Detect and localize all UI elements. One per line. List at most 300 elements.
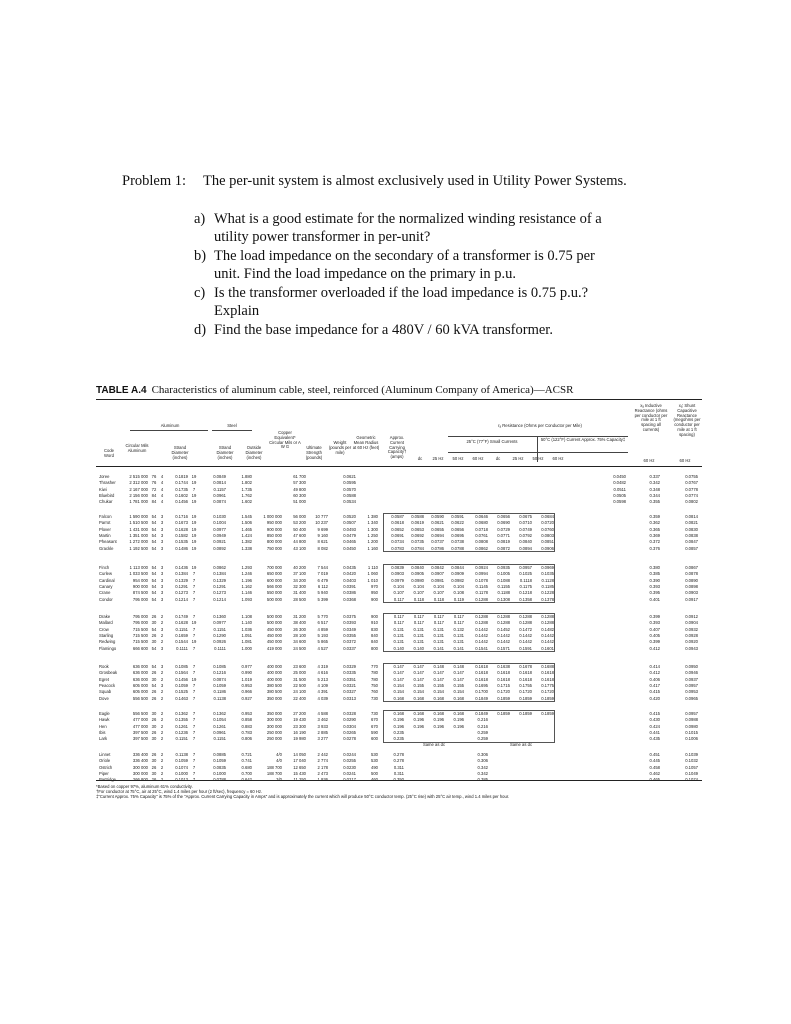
table-cell: 0.1128 (541, 577, 554, 583)
table-cell: 0.1638 (497, 664, 510, 669)
table-cell: 0.0788 (213, 777, 226, 783)
table-cell: 0.0961 (213, 729, 226, 735)
table-cell: 0.412 (649, 670, 660, 676)
table-cell: 1 936 (317, 777, 328, 783)
table-cell: 0.0821 (685, 520, 698, 526)
table-cell: 0.117 (393, 614, 404, 619)
table-cell: 0.462 (649, 770, 660, 776)
table-cell: 0.399 (649, 614, 660, 619)
table-cell: 1 340 (367, 520, 378, 526)
table-cell: 27 200 (293, 711, 306, 716)
table-cell: 31 400 (293, 590, 306, 596)
table-cell: 0.1049 (685, 770, 698, 776)
table-cell: 0.1004 (213, 520, 226, 526)
question-text: What is a good estimate for the normalized winding resistance of a utility power transformer in per-unit? (214, 211, 602, 245)
table-cell: 0.259 (477, 729, 488, 735)
table-cell: 900 000 (132, 583, 148, 589)
table-cell: 900 (371, 596, 378, 602)
code-word-cell: Finch (99, 565, 110, 570)
code-word-cell: Ostrich (99, 764, 113, 770)
table-cell: 0.990 (241, 670, 252, 676)
code-word-cell: Falcon (99, 514, 112, 519)
table-cell: 30 (151, 758, 157, 764)
table-cell: 0.0761 (475, 532, 488, 538)
code-word-cell: Parrot (99, 520, 111, 526)
table-cell: 4 (160, 480, 164, 486)
table-cell: 0.216 (477, 723, 488, 729)
table-cell: 5 940 (317, 590, 328, 596)
table-cell: 874 500 (132, 590, 148, 596)
table-cell: 0.1601 (541, 645, 554, 651)
table-cell: 0.344 (649, 492, 660, 498)
code-word-cell: Hen (99, 723, 107, 729)
question-c (194, 284, 614, 320)
table-cell: 0.783 (241, 729, 252, 735)
table-cell: 4 588 (317, 711, 328, 716)
table-cell: 54 (151, 571, 157, 577)
question-text: Is the transformer overloaded if the load impedance is 0.75 p.u.? Explain (214, 285, 589, 319)
table-cell: 910 (371, 620, 378, 626)
table-cell: 0.1288 (519, 620, 532, 626)
table-cell: 840 (371, 639, 378, 645)
table-cell: 0.1442 (475, 639, 488, 645)
table-cell: 0.0890 (685, 577, 698, 583)
table-cell: 0.0894 (519, 545, 532, 551)
table-cell: 4 859 (317, 626, 328, 632)
table-cell: 730 (371, 695, 378, 701)
table-cell: 5 770 (317, 614, 328, 619)
table-cell: 0.0355 (343, 632, 356, 638)
code-word-cell: Crow (99, 626, 109, 632)
table-cell: 0.0920 (685, 639, 698, 645)
table-cell: 0.107 (393, 590, 404, 596)
table-cell: 0.451 (649, 752, 660, 757)
table-cell: 0.0928 (685, 632, 698, 638)
problem-intro: The per-unit system is almost exclusively used in Utility Power Systems. (203, 173, 627, 189)
table-cell: 0.0867 (685, 565, 698, 570)
table-cell: 0.1288 (541, 614, 554, 619)
header-25hz: 25 Hz (512, 456, 524, 461)
table-cell: 0.0656 (497, 514, 510, 519)
table-cell: 0.0907 (431, 571, 444, 577)
table-cell: 450 000 (266, 626, 282, 632)
table-cell: 0.118 (413, 596, 424, 602)
table-cell: 0.0905 (411, 571, 424, 577)
table-cell: 0.216 (477, 717, 488, 723)
table-cell: 0.147 (433, 670, 444, 676)
table-cell: 3 (160, 565, 164, 570)
table-cell: 0.390 (649, 577, 660, 583)
table-cell: 54 (151, 532, 157, 538)
table-cell: 0.1155 (497, 583, 510, 589)
table-cell: 780 (371, 670, 378, 676)
table-cell: 54 (151, 626, 157, 632)
table-cell: 0.0351 (343, 676, 356, 682)
table-cell: 0.154 (413, 689, 424, 695)
code-word-cell: Thrasher (99, 480, 116, 486)
table-cell: 0.117 (453, 620, 464, 626)
table-cell: 0.131 (413, 626, 424, 632)
table-cell: 0.1618 (541, 676, 554, 682)
table-cell: 0.1329 (175, 577, 188, 583)
table-cell: 0.0874 (213, 499, 226, 505)
table-cell: 5 399 (317, 596, 328, 602)
table-cell: 0.1261 (175, 723, 188, 729)
table-cell: 0.0819 (497, 539, 510, 545)
table-cell: 54 (151, 565, 157, 570)
table-cell: 0.131 (393, 626, 404, 632)
table-cell: 0.1695 (475, 682, 488, 688)
table-cell: 0.0590 (431, 514, 444, 519)
table-cell: 0.1013 (175, 777, 188, 783)
table-cell: 636 000 (132, 670, 148, 676)
table-cell: 0.1659 (175, 632, 188, 638)
table-cell: 0.0720 (541, 520, 554, 526)
table-cell: 0.196 (453, 723, 464, 729)
table-cell: 7 (192, 736, 196, 742)
code-word-cell: Starling (99, 632, 114, 638)
table-cell: 0.0774 (685, 492, 698, 498)
table-cell: 0.0977 (213, 526, 226, 532)
table-cell: 830 (371, 626, 378, 632)
table-cell: 0.680 (241, 764, 252, 770)
table-cell: 0.0675 (519, 514, 532, 519)
table-cell: 0.417 (649, 682, 660, 688)
resistance-grid (383, 613, 555, 652)
table-cell: 1.081 (241, 639, 252, 645)
table-cell: 0.168 (393, 695, 404, 701)
table-cell: 0.1218 (519, 590, 532, 596)
table-cell: 0.1618 (519, 670, 532, 676)
table-cell: 1.000 (241, 645, 252, 651)
code-word-cell: Ibis (99, 729, 106, 735)
table-cell: 0.196 (433, 717, 444, 723)
table-cell: 0.1288 (497, 620, 510, 626)
table-cell: 0.0621 (343, 474, 356, 479)
table-cell: 1 033 500 (129, 571, 148, 577)
table-cell: 0.154 (453, 689, 464, 695)
table-cell: 2 (160, 676, 164, 682)
table-cell: 0.117 (453, 614, 464, 619)
table-cell: 0.0803 (541, 532, 554, 538)
table-cell: 0.1456 (175, 676, 188, 682)
question-list (194, 210, 614, 339)
table-cell: 0.0718 (475, 526, 488, 532)
table-cell: 0.0680 (475, 520, 488, 526)
table-cell: 0.117 (413, 614, 424, 619)
table-cell: 0.376 (649, 545, 660, 551)
table-cell: 2 515 000 (129, 474, 148, 479)
table-cell: 7 (192, 729, 196, 735)
table-cell: 0.1678 (519, 664, 532, 669)
code-word-cell: Grackle (99, 545, 114, 551)
table-cell: 12 650 (293, 764, 306, 770)
table-cell: 0.132 (453, 626, 464, 632)
table-cell: 636 000 (132, 676, 148, 682)
table-cell: 0.104 (413, 583, 424, 589)
table-cell: 7 (192, 626, 196, 632)
table-cell: 1.762 (241, 492, 252, 498)
table-cell: 0.1214 (175, 596, 188, 602)
table-cell: 0.1035 (541, 571, 554, 577)
question-letter: a) (194, 211, 206, 227)
table-cell: 0.1535 (175, 539, 188, 545)
table-cell: 0.0618 (391, 520, 404, 526)
table-cell: 1 010 (367, 577, 378, 583)
table-cell: 19 (191, 532, 197, 538)
table-cell: 6 479 (317, 577, 328, 583)
table-cell: 0.1360 (213, 614, 226, 619)
table-cell: 0.0372 (343, 639, 356, 645)
table-cell: 2 (160, 752, 164, 757)
table-cell: 0.953 (241, 682, 252, 688)
table-cell: 670 (371, 717, 378, 723)
table-cell: 350 000 (266, 711, 282, 716)
table-cell: 1 431 000 (129, 526, 148, 532)
table-cell: 0.350 (393, 777, 404, 783)
table-cell: 26 (151, 777, 157, 783)
table-cell: 0.372 (649, 539, 660, 545)
table-cell: 0.1859 (497, 695, 510, 701)
table-cell: 3 (160, 514, 164, 519)
table-cell: 0.278 (393, 752, 404, 757)
table-cell: 31 200 (293, 614, 306, 619)
table-cell: 0.399 (649, 639, 660, 645)
table-cell: 0.741 (241, 758, 252, 764)
table-caption: Characteristics of aluminum cable, steel, reinforced (Aluminum Company of America)—ACSR (151, 384, 574, 396)
table-cell: 7 (192, 670, 196, 676)
table-cell: 460 (371, 777, 378, 783)
table-cell: 0.806 (241, 736, 252, 742)
table-cell: 0.1329 (213, 577, 226, 583)
table-cell: 0.1308 (497, 596, 510, 602)
table-cell: 0.0313 (343, 695, 356, 701)
table-cell: 0.0885 (213, 752, 226, 757)
table-cell: 0.311 (393, 764, 404, 770)
table-cell: 750 000 (266, 545, 282, 551)
table-cell: 0.104 (433, 583, 444, 589)
table-cell: 51 000 (293, 499, 306, 505)
table-cell: 7 (192, 664, 196, 669)
table-cell: 0.1085 (175, 664, 188, 669)
table-cell: 0.168 (413, 695, 424, 701)
table-cell: 7 (192, 571, 196, 577)
table-cell: 0.1544 (175, 639, 188, 645)
table-cell: 0.1618 (519, 676, 532, 682)
table-cell: 8 621 (317, 539, 328, 545)
table-cell: 670 (371, 723, 378, 729)
table-cell: 397 500 (132, 729, 148, 735)
table-cell: 0.0857 (685, 545, 698, 551)
table-cell: 0.0961 (213, 492, 226, 498)
header-60hz: 60 Hz (472, 456, 484, 461)
table-cell: 4 391 (317, 689, 328, 695)
table-cell: 22 400 (293, 695, 306, 701)
table-cell: 900 (371, 614, 378, 619)
table-cell: 0.0980 (685, 723, 698, 729)
table-cell: 500 (371, 770, 378, 776)
table-cell: 0.131 (453, 632, 464, 638)
table-cell: 0.1059 (213, 682, 226, 688)
table-cell: 0.342 (477, 764, 488, 770)
table-cell: 1.196 (241, 577, 252, 583)
table-cell: 26 300 (293, 626, 306, 632)
table-cell: 0.1138 (175, 752, 188, 757)
table-cell: 0.0839 (391, 565, 404, 570)
table-cell: 0.0969 (541, 565, 554, 570)
table-cell: 0.1358 (519, 596, 532, 602)
table-cell: 19 (191, 526, 197, 532)
table-cell: 4 616 (317, 670, 328, 676)
table-cell: 0.1151 (175, 626, 188, 632)
table-cell: 0.393 (649, 583, 660, 589)
table-cell: 0.147 (393, 670, 404, 676)
code-word-cell: Dove (99, 695, 109, 701)
table-cell: 0.311 (393, 770, 404, 776)
table-cell: 26 (151, 752, 157, 757)
table-cell: 0.0950 (685, 664, 698, 669)
table-cell: 0.0694 (431, 532, 444, 538)
table-cell: 0.424 (649, 723, 660, 729)
table-cell: 0.1452 (497, 626, 510, 632)
table-cell: 0.1859 (541, 695, 554, 701)
table-cell: 5 865 (317, 639, 328, 645)
table-cell: 0.1355 (175, 717, 188, 723)
resistance-grid (383, 513, 555, 552)
table-cell: 0.0979 (391, 577, 404, 583)
table-cell: 0.1039 (685, 752, 698, 757)
table-cell: 0.0737 (431, 539, 444, 545)
table-bottom-rule (96, 780, 702, 781)
table-cell: 760 (371, 689, 378, 695)
table-cell: 0.1735 (175, 486, 188, 492)
code-word-cell: Plover (99, 526, 111, 532)
table-cell: 954 000 (132, 577, 148, 583)
table-cell: 0.977 (241, 664, 252, 669)
table-cell: 500 000 (266, 614, 282, 619)
table-cell: 0.1436 (175, 565, 188, 570)
table-cell: 0.0386 (343, 590, 356, 596)
table-cell: 0.380 (649, 565, 660, 570)
table-cell: 50 400 (293, 526, 306, 532)
table-cell: 950 000 (266, 520, 282, 526)
table-cell: 3 (160, 645, 164, 651)
table-cell: 0.0778 (685, 486, 698, 492)
table-cell: 0.1157 (213, 486, 226, 492)
table-cell: 2 774 (317, 758, 328, 764)
table-cell: 850 000 (266, 532, 282, 538)
table-cell: 0.107 (433, 590, 444, 596)
table-cell: 250 000 (266, 729, 282, 735)
table-cell: 0.154 (433, 689, 444, 695)
table-cell: 0.0943 (685, 645, 698, 651)
table-cell: 3 (160, 626, 164, 632)
table-cell: 0.1720 (519, 689, 532, 695)
table-cell: 0.1118 (519, 577, 532, 583)
table-cell: 4 (160, 499, 164, 505)
table-cell: 0.1720 (541, 689, 554, 695)
header-strand-diameter-al: Strand Diameter (inches) (171, 445, 189, 460)
table-cell: 770 (371, 664, 378, 669)
resistance-grid (383, 710, 555, 743)
table-cell: 0.306 (477, 758, 488, 764)
table-cell: 34 200 (293, 577, 306, 583)
table-cell: 43 100 (293, 545, 306, 551)
table-cell: 3 (160, 539, 164, 545)
header-capacitive-reactance: xₐ′ Shunt Capacitive Reactance (megohms per conductor per mile at 1 ft spacing) (673, 403, 701, 437)
table-cell: 0.1111 (176, 645, 188, 651)
table-cell: 2 (160, 736, 164, 742)
table-cell: 0.1214 (213, 596, 226, 602)
table-cell: 2 (160, 620, 164, 626)
table-cell: 0.0957 (685, 682, 698, 688)
table-cell: 4 (160, 492, 164, 498)
table-cell: 730 (371, 711, 378, 716)
table-cell: 3 (160, 682, 164, 688)
table-cell: 10 777 (315, 514, 328, 519)
table-cell: 0.306 (477, 752, 488, 757)
table-cell: 0.406 (649, 676, 660, 682)
table-cell: 37 100 (293, 571, 306, 577)
problem-label: Problem 1: (122, 173, 187, 189)
header-inductive-reactance: xₐ Inductive Reactance (ohms per conductor per mile at 1 ft spacing all currents) (634, 403, 668, 432)
table-cell: 0.0749 (519, 526, 532, 532)
table-cell: 3 (160, 596, 164, 602)
table-cell: 0.0878 (685, 571, 698, 577)
table-cell: 0.131 (433, 626, 444, 632)
header-strand-diameter-st: Strand Diameter (inches) (216, 445, 234, 460)
table-cell: 0.117 (433, 620, 444, 626)
table-cell: 636 000 (132, 664, 148, 669)
table-cell: 0.0435 (343, 565, 356, 570)
header-divider (130, 430, 208, 431)
table-cell: 0.107 (413, 590, 424, 596)
table-cell: 0.1005 (497, 571, 510, 577)
table-cell: 0.0786 (431, 545, 444, 551)
table-cell: 0.104 (453, 583, 464, 589)
table-cell: 54 (151, 577, 157, 583)
table-cell: 0.1482 (541, 626, 554, 632)
code-word-cell: Squab (99, 689, 112, 695)
table-cell: 0.1032 (685, 758, 698, 764)
table-cell: 57 300 (293, 480, 306, 486)
table-cell: 0.401 (649, 596, 660, 602)
table-cell: 0.168 (433, 695, 444, 701)
question-b (194, 247, 614, 283)
code-word-cell: Hawk (99, 717, 110, 723)
table-cell: 0.141 (433, 645, 444, 651)
table-cell: 0.155 (413, 682, 424, 688)
table-cell: 2 (160, 614, 164, 619)
table-cell: 19 (191, 474, 197, 479)
table-cell: 54 (151, 526, 157, 532)
table-cell: 0.0241 (343, 770, 356, 776)
table-cell: 0.0420 (343, 571, 356, 577)
table-cell: 0.1145 (475, 583, 488, 589)
table-cell: 0.1442 (497, 632, 510, 638)
table-cell: 0.147 (413, 664, 424, 669)
table-cell: 7 544 (317, 565, 328, 570)
table-cell: 0.0783 (391, 545, 404, 551)
table-cell: 3 (160, 583, 164, 589)
table-cell: 1 060 (367, 571, 378, 577)
table-cell: 300 000 (266, 717, 282, 723)
table-cell: 0.0874 (213, 676, 226, 682)
table-cell: 336 400 (132, 758, 148, 764)
code-word-cell: Egret (99, 676, 110, 682)
table-cell: 15 430 (293, 770, 306, 776)
table-cell: 0.953 (241, 711, 252, 716)
